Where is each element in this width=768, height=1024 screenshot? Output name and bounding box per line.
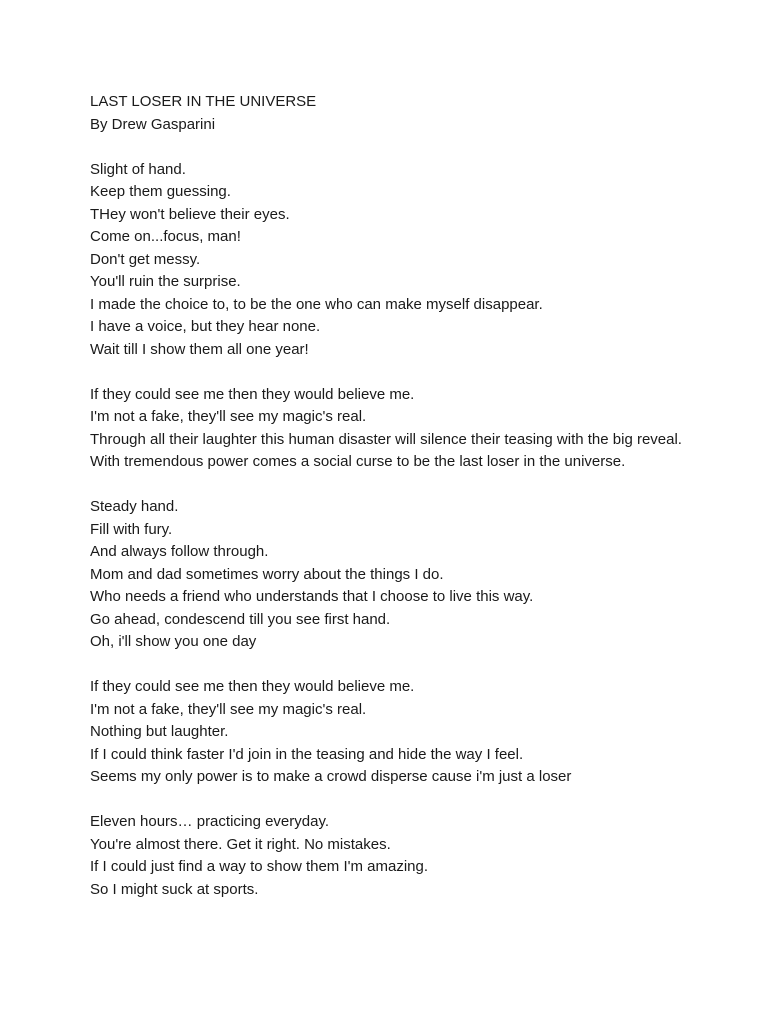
lyric-line: With tremendous power comes a social curse to be the last loser in the universe. (90, 453, 626, 470)
lyric-line: Come on...focus, man! (90, 228, 241, 245)
lyric-line: I made the choice to, to be the one who can make myself disappear. (90, 295, 543, 313)
lyric-line: Wait till I show them all one year! (90, 340, 309, 358)
lyric-line: THey won't believe their eyes. (90, 205, 290, 223)
lyric-line: Who needs a friend who understands that I choose to live this way. (90, 588, 534, 605)
document-body (90, 91, 690, 924)
lyric-line: If they could see me then they would believe me. (90, 385, 415, 403)
stanza-5 (90, 811, 690, 901)
lyric-line: If I could think faster I'd join in the teasing and hide the way I feel. (90, 745, 524, 763)
lyric-line: Slight of hand. (90, 160, 186, 178)
document-header (90, 91, 690, 136)
lyric-line: Keep them guessing. (90, 183, 231, 200)
lyric-line: So I might suck at sports. (90, 880, 259, 898)
lyric-line: Eleven hours… practicing everyday. (90, 813, 330, 830)
lyric-line: Seems my only power is to make a crowd disperse cause i'm just a loser (90, 768, 572, 785)
stanza-3 (90, 496, 690, 654)
lyric-line: Mom and dad sometimes worry about the things I do. (90, 565, 444, 583)
document-byline: By Drew Gasparini (90, 115, 216, 133)
stanza-2 (90, 384, 690, 474)
lyric-line: I'm not a fake, they'll see my magic's real. (90, 408, 367, 425)
lyric-line: I'm not a fake, they'll see my magic's real. (90, 700, 367, 718)
lyric-line: And always follow through. (90, 543, 269, 560)
lyric-line: Nothing but laughter. (90, 723, 229, 740)
lyric-line: Don't get messy. (90, 250, 201, 268)
document-title: LAST LOSER IN THE UNIVERSE (90, 93, 317, 110)
lyric-line: If they could see me then they would believe me. (90, 678, 415, 695)
stanza-4 (90, 676, 690, 789)
lyric-line: Steady hand. (90, 498, 179, 515)
lyric-line: Fill with fury. (90, 520, 173, 538)
lyric-line: I have a voice, but they hear none. (90, 318, 321, 335)
lyric-line: Through all their laughter this human disaster will silence their teasing with the big reveal. (90, 430, 682, 448)
lyric-line: You're almost there. Get it right. No mistakes. (90, 835, 391, 853)
lyric-line: You'll ruin the surprise. (90, 273, 241, 290)
lyric-line: Go ahead, condescend till you see first hand. (90, 610, 391, 628)
lyric-line: If I could just find a way to show them I'm amazing. (90, 858, 429, 875)
stanza-1 (90, 159, 690, 362)
lyric-line: Oh, i'll show you one day (90, 633, 257, 650)
